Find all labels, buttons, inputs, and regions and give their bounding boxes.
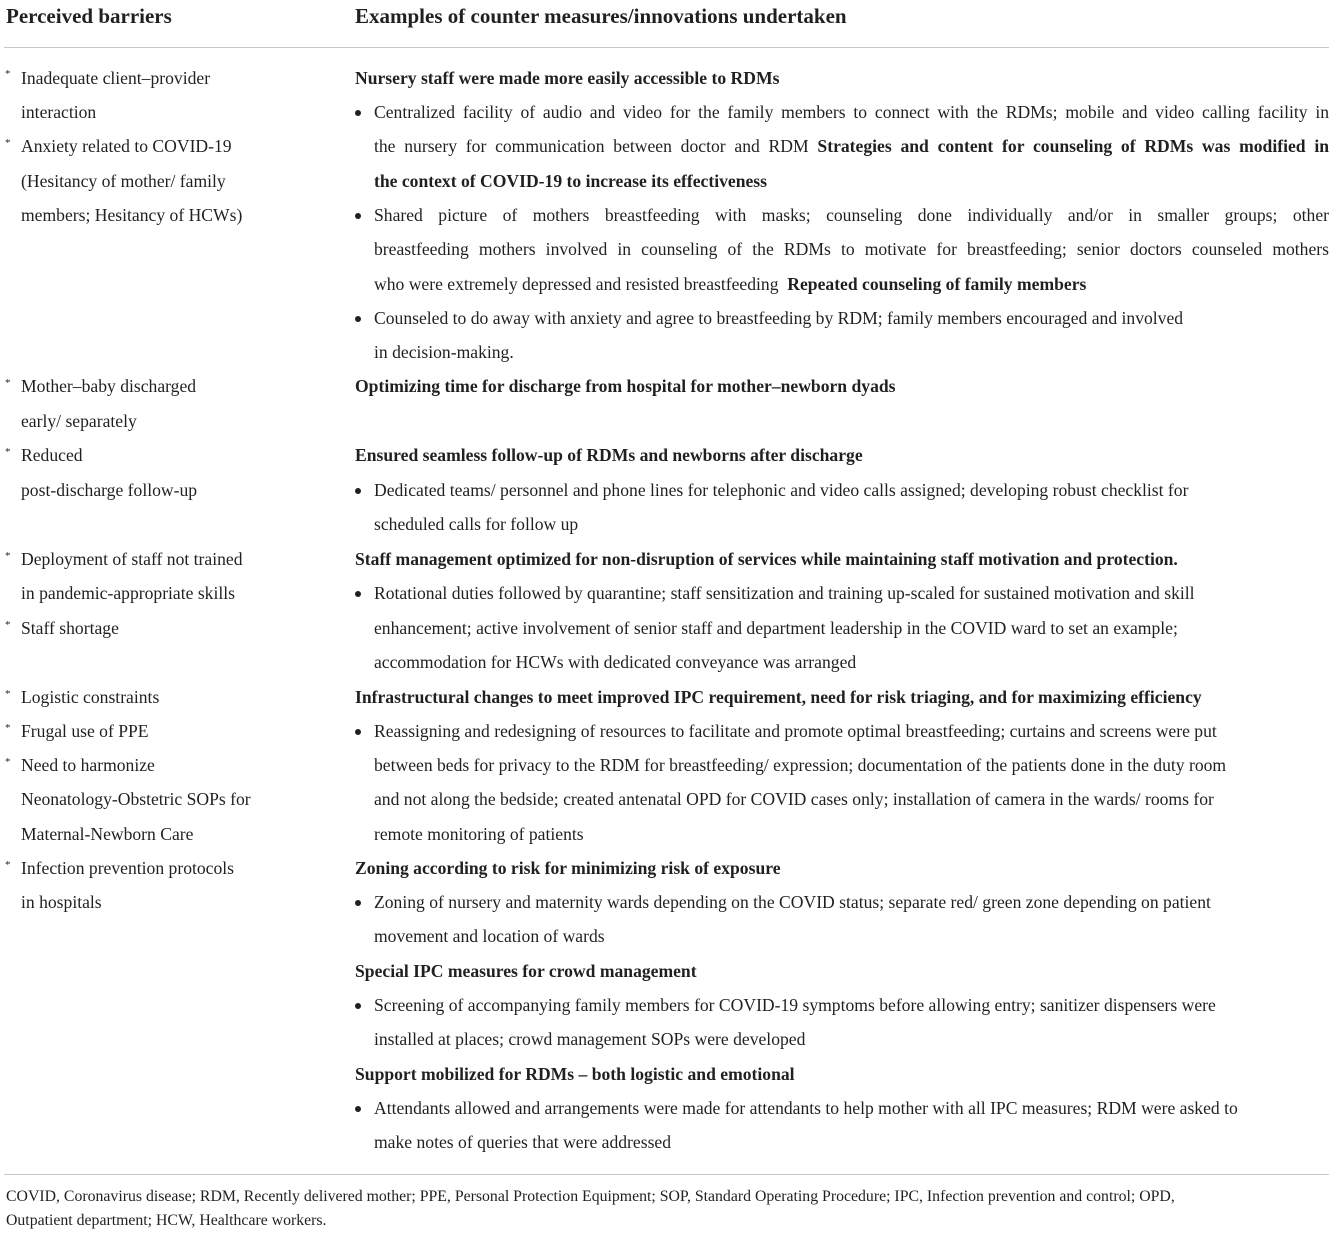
measure-line: make notes of queries that were addressed [374, 1132, 672, 1152]
barrier-line: members; Hesitancy of HCWs) [21, 205, 243, 225]
asterisk: * [5, 68, 11, 80]
measure-line: and not along the bedside; created antenatal OPD for COVID cases only; installation of camera in the wards/ rooms for [374, 789, 1214, 809]
measure-line-mixed [374, 267, 1086, 301]
barrier-line: early/ separately [21, 411, 137, 431]
measure-line-mixed [374, 129, 1329, 163]
asterisk: * [5, 446, 11, 458]
measure-line: between beds for privacy to the RDM for breastfeeding/ expression; documentation of the patients done in the duty room [374, 755, 1227, 775]
barrier-line: (Hesitancy of mother/ family [21, 171, 226, 191]
barrier-line: interaction [21, 102, 97, 122]
asterisk: * [5, 137, 11, 149]
header-barriers: Perceived barriers [6, 4, 172, 28]
barrier-line: post-discharge follow-up [21, 480, 198, 500]
barrier-line: Deployment of staff not trained [21, 549, 243, 569]
asterisk: * [5, 550, 11, 562]
barrier-line: Infection prevention protocols [21, 858, 235, 878]
asterisk: * [5, 688, 11, 700]
measure-line: remote monitoring of patients [374, 824, 584, 844]
measure-text: who were extremely depressed and resisted breastfeeding [374, 274, 779, 294]
barrier-line: Inadequate client–provider [21, 68, 211, 88]
asterisk: * [5, 859, 11, 871]
measure-line: enhancement; active involvement of senior staff and department leadership in the COVID ward to set an example; [374, 618, 1178, 638]
footer-rule [4, 1174, 1329, 1175]
measure-subheading: the context of COVID-19 to increase its effectiveness [374, 171, 767, 191]
barrier-line: Staff shortage [21, 618, 119, 638]
bullet-icon [355, 900, 361, 906]
measure-line: Counseled to do away with anxiety and agree to breastfeeding by RDM; family members encouraged and involved [374, 308, 1184, 328]
measure-heading: Staff management optimized for non-disruption of services while maintaining staff motivation and protection. [355, 549, 1178, 569]
barrier-line: in pandemic-appropriate skills [21, 583, 235, 603]
barrier-line: Maternal-Newborn Care [21, 824, 194, 844]
measure-line: Zoning of nursery and maternity wards depending on the COVID status; separate red/ green zone depending on patient [374, 892, 1211, 912]
barrier-line: in hospitals [21, 892, 102, 912]
bullet-icon [355, 110, 361, 116]
measure-heading: Support mobilized for RDMs – both logistic and emotional [355, 1064, 795, 1084]
header-measures: Examples of counter measures/innovations undertaken [355, 4, 847, 28]
bullet-icon [355, 729, 361, 735]
barrier-line: Frugal use of PPE [21, 721, 149, 741]
barrier-line: Mother–baby discharged [21, 376, 197, 396]
measure-line: movement and location of wards [374, 926, 605, 946]
asterisk: * [5, 619, 11, 631]
measure-line: accommodation for HCWs with dedicated conveyance was arranged [374, 652, 857, 672]
measure-heading: Nursery staff were made more easily accessible to RDMs [355, 68, 780, 88]
measure-heading: Special IPC measures for crowd management [355, 961, 697, 981]
bullet-icon [355, 1003, 361, 1009]
footnote-line: Outpatient department; HCW, Healthcare workers. [6, 1212, 327, 1229]
measure-line: Dedicated teams/ personnel and phone lines for telephonic and video calls assigned; developing robust checklist for [374, 480, 1189, 500]
bullet-icon [355, 488, 361, 494]
bullet-icon [355, 1106, 361, 1112]
barrier-line: Neonatology-Obstetric SOPs for [21, 789, 251, 809]
asterisk: * [5, 377, 11, 389]
measure-line: scheduled calls for follow up [374, 514, 579, 534]
measure-heading: Optimizing time for discharge from hospital for mother–newborn dyads [355, 376, 896, 396]
measure-subheading: Repeated counseling of family members [787, 274, 1087, 294]
asterisk: * [5, 756, 11, 768]
measure-line: in decision-making. [374, 342, 514, 362]
bullet-icon [355, 591, 361, 597]
measure-heading: Infrastructural changes to meet improved IPC requirement, need for risk triaging, and for maximizing efficiency [355, 687, 1202, 707]
measure-line: Shared picture of mothers breastfeeding with masks; counseling done individually and/or in smaller groups; other [374, 205, 1329, 225]
measure-heading: Zoning according to risk for minimizing risk of exposure [355, 858, 781, 878]
footnote-line: COVID, Coronavirus disease; RDM, Recently delivered mother; PPE, Personal Protection Equipment; SOP, Standard Operating Procedure; IPC, Infection prevention and control; OPD, [6, 1188, 1175, 1205]
header-rule [4, 47, 1329, 48]
measure-line: Centralized facility of audio and video for the family members to connect with the RDMs; mobile and video calling facility in [374, 102, 1329, 122]
barrier-line: Logistic constraints [21, 687, 160, 707]
measure-heading: Ensured seamless follow-up of RDMs and newborns after discharge [355, 445, 863, 465]
measure-line: installed at places; crowd management SOPs were developed [374, 1029, 806, 1049]
barrier-line: Anxiety related to COVID-19 [21, 136, 232, 156]
measure-line: Reassigning and redesigning of resources to facilitate and promote optimal breastfeeding; curtains and screens were put [374, 721, 1217, 741]
measure-line: Screening of accompanying family members for COVID-19 symptoms before allowing entry; sanitizer dispensers were [374, 995, 1216, 1015]
measure-line: breastfeeding mothers involved in counseling of the RDMs to motivate for breastfeeding; senior doctors counseled mothers [374, 239, 1329, 259]
measure-line: Attendants allowed and arrangements were made for attendants to help mother with all IPC measures; RDM were asked to [374, 1098, 1238, 1118]
asterisk: * [5, 722, 11, 734]
measure-line: Rotational duties followed by quarantine; staff sensitization and training up-scaled for sustained motivation and skill [374, 583, 1195, 603]
measure-text: the nursery for communication between doctor and RDM [374, 136, 809, 156]
measure-subheading: Strategies and content for counseling of RDMs was modified in [817, 136, 1329, 156]
barrier-line: Reduced [21, 445, 83, 465]
bullet-icon [355, 316, 361, 322]
bullet-icon [355, 213, 361, 219]
barrier-line: Need to harmonize [21, 755, 155, 775]
